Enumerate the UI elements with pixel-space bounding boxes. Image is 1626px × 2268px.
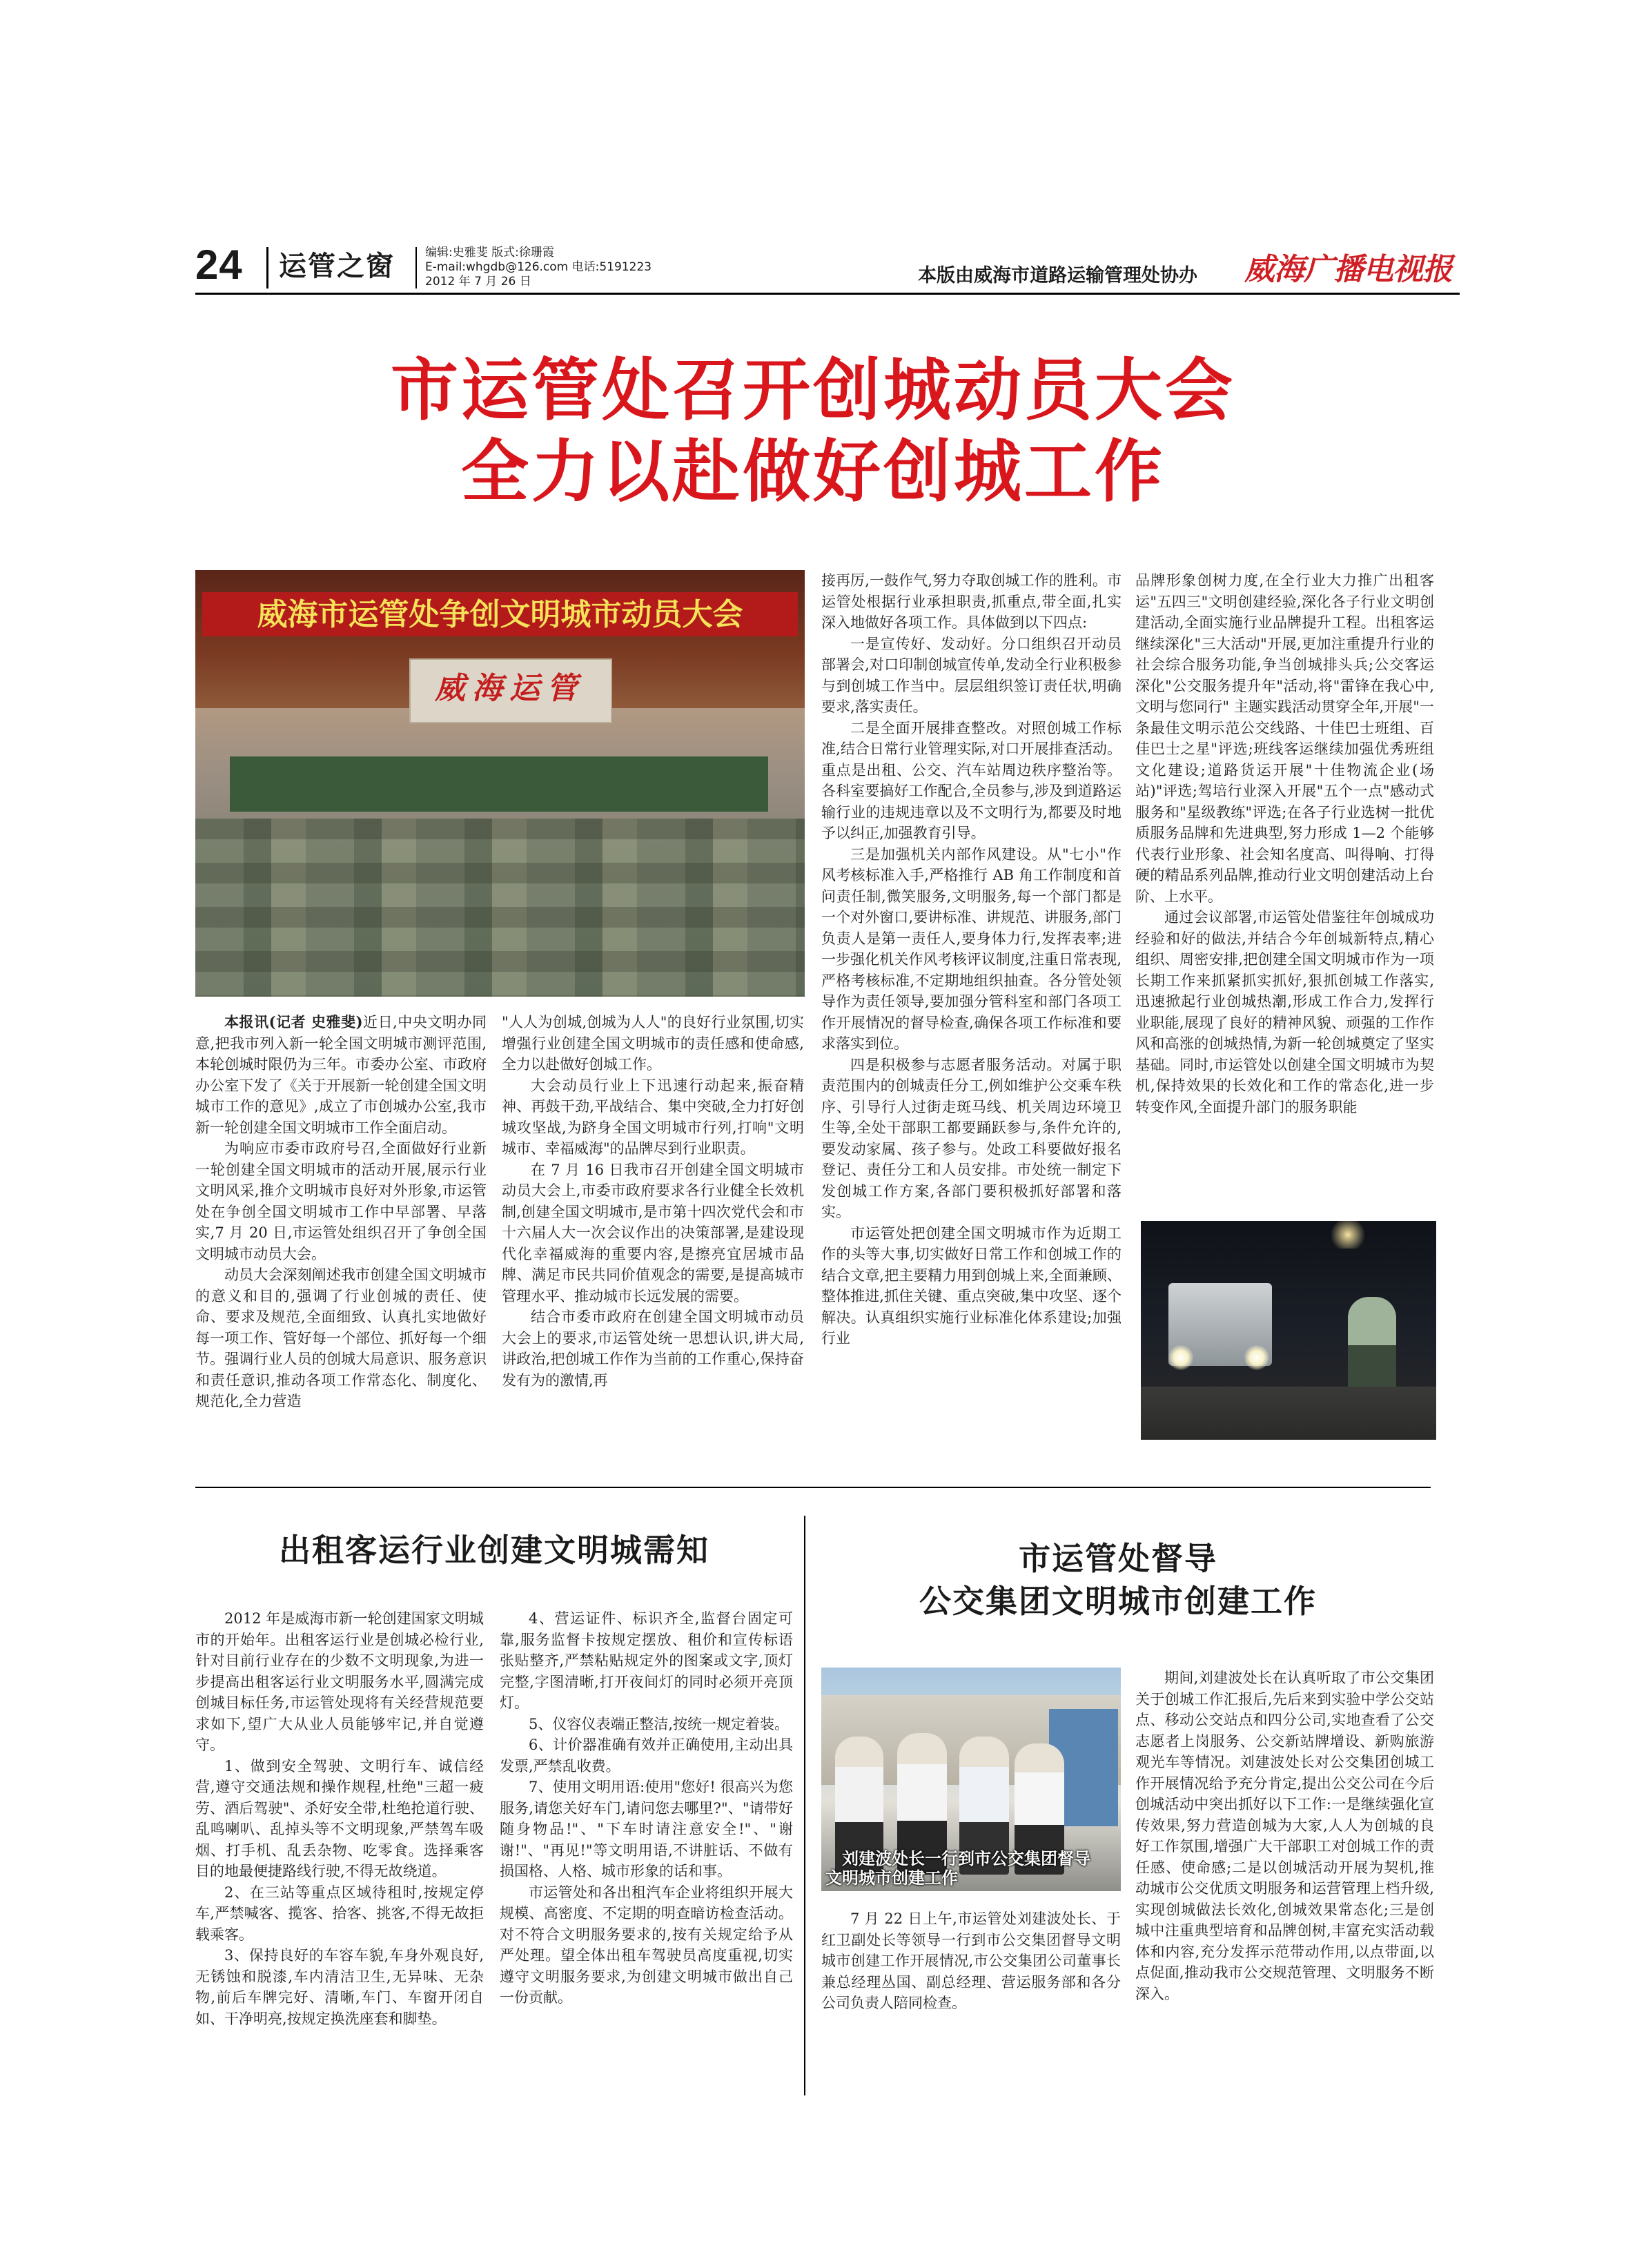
lead-article-col1 <box>195 1012 487 1433</box>
traffic-bus-headlight-right <box>1244 1345 1269 1370</box>
lead-col3-para: 四是积极参与志愿者服务活动。对属于职责范围内的创城责任分工,例如维护公交乘车秩序、引导行人过街走斑马线、机关周边环境卫生等,全处干部职工都要踊跃参与,条件允许的,要发动家属、孩子参与。处政工科要做好报名登记、责任分工和人员安排。市处统一制定下发创城工作方案,各部门要积极抓好部署和落实。 <box>821 1056 1121 1220</box>
lead-col3-para: 二是全面开展排查整改。对照创城工作标准,结合日常行业管理实际,对口开展排查活动。重点是出租、公交、汽车站周边秩序整治等。各科室要搞好工作配合,全员参与,涉及到道路运输行业的违规违章以及不文明行为,都要及时地予以纠正,加强教育引导。 <box>821 719 1121 841</box>
lead-col4-para: 品牌形象创树力度,在全行业大力推广出租客运"五四三"文明创建经验,深化各子行业文明创建活动,全面实施行业品牌提升工程。出租客运继续深化"三大活动"开展,更加注重提升行业的社会综合服务功能,争当创城排头兵;公交客运深化"公交服务提升年"活动,将"雷锋在我心中,文明与您同行" 主题实践活动贯穿全年,开展"一条最佳文明示范公交线路、十佳巴士班组、百佳巴士之星"评选;班线客运继续加强优秀班组文化建设;道路货运开展"十佳物流企业(场站)"评选;驾培行业深入开展"五个一点"感动式服务和"星级教练"评选;在各子行业选树一批优质服务品牌和先进典型,努力形成 1—2 个能够代表行业形象、社会知名度高、叫得响、打得硬的精品系列品牌,推动行业文明创建活动上台阶、上水平。 <box>1135 572 1434 905</box>
lead-article-col3 <box>821 570 1121 1433</box>
inspection-photo-caption-line1: 刘建波处长一行到市公交集团督导 <box>842 1849 1090 1868</box>
bus-article-title-line1: 市运管处督导 <box>1019 1540 1217 1577</box>
inspection-photo <box>821 1668 1121 1891</box>
header-rule <box>195 293 1460 295</box>
section-name: 运管之窗 <box>279 251 395 282</box>
taxi-col2-para: 7、使用文明用语:使用"您好! 很高兴为您服务,请您关好车门,请问您去哪里?"、"请带好随身物品!"、"下车时请注意安全!"、"谢谢!"、"再见!"等文明用语,不讲脏话、不做有损国格、人格、城市形象的话和事。 <box>500 1779 793 1879</box>
header-contact: E-mail:whgdb@126.com 电话:5191223 <box>425 260 652 274</box>
bus-col2-para: 期间,刘建波处长在认真听取了市公交集团关于创城工作汇报后,先后来到实验中学公交站点、移动公交站点和四分公司,实地查看了公交志愿者上岗服务、公交新站牌增设、新购旅游观光车等情况。刘建波处长对公交集团创城工作开展情况给予充分肯定,提出公交公司在今后创城活动中突出抓好以下工作:一是继续强化宣传效果,努力营造创城为大家,人人为创城的良好工作氛围,增强广大干部职工对创城工作的责任感、使命感;二是以创城活动开展为契机,推动城市公交优质文明服务和运营管理上档升级,实现创城做法长效化,创城效果常态化;三是创城中注重典型培育和品牌创树,丰富充实活动载体和内容,充分发挥示范带动作用,以点带面,以点促面,推动我市公交规范管理、文明服务不断深入。 <box>1135 1670 1434 2002</box>
traffic-road <box>1141 1387 1436 1440</box>
taxi-col1-para: 1、做到安全驾驶、文明行车、诚信经营,遵守交通法规和操作规程,杜绝"三超一疲劳、酒后驾驶"、杀好安全带,杜绝抢道行驶、乱鸣喇叭、乱掉头等不文明现象,严禁驾车吸烟、打手机、乱丢杂物、吃零食。选择乘客目的地最便捷路线行驶,不得无故绕道。 <box>195 1757 484 1879</box>
traffic-bus-headlight-left <box>1168 1345 1193 1370</box>
lead-headline-line1: 市运管处召开创城动员大会 <box>390 351 1235 430</box>
meeting-wall-sign-text: 威海运管 <box>435 671 584 706</box>
lead-col2-para: "人人为创城,创城为人人"的良好行业氛围,切实增强行业创建全国文明城市的责任感和使命感,全力以赴做好创城工作。 <box>502 1014 804 1073</box>
lead-col2-para: 结合市委市政府在创建全国文明城市动员大会上的要求,市运管处统一思想认识,讲大局,讲政治,把创城工作作为当前的工作重心,保持奋发有为的激情,再 <box>502 1309 804 1389</box>
taxi-col2-para: 5、仪容仪表端正整洁,按统一规定着装。 <box>529 1715 790 1732</box>
bus-col1-para: 7 月 22 日上午,市运管处刘建波处长、于红卫副处长等领导一行到市公交集团督导文明城市创建工作开展情况,市公交集团公司董事长兼总经理丛国、副总经理、营运服务部和各分公司负责人陪同检查。 <box>821 1910 1121 2011</box>
lead-col3-para: 接再厉,一鼓作气,努力夺取创城工作的胜利。市运管处根据行业承担职责,抓重点,带全面,扎实深入地做好各项工作。具体做到以下四点: <box>821 572 1121 631</box>
lead-article-col4 <box>1135 570 1434 1218</box>
meeting-photo <box>195 570 805 997</box>
lead-col1-para: 本报讯(记者 史雅斐)近日,中央文明办同意,把我市列入新一轮全国文明城市测评范围,本轮创城时限仍为三年。市委办公室、市政府办公室下发了《关于开展新一轮创建全国文明城市工作的意见》,成立了市创城办公室,我市新一轮创建全国文明城市工作全面启动。 <box>195 1013 487 1136</box>
meeting-head-table <box>230 756 768 812</box>
header-divider-vertical <box>266 247 268 289</box>
lead-headline-line2: 全力以赴做好创城工作 <box>460 433 1165 511</box>
taxi-col2-para: 市运管处和各出租汽车企业将组织开展大规模、高密度、不定期的明查暗访检查活动。对不符合文明服务要求的,按有关规定给予从严处理。望全体出租车驾驶员高度重视,切实遵守文明服务要求,为创建文明城市做出自己一份贡献。 <box>500 1884 793 2006</box>
lead-col3-para: 三是加强机关内部作风建设。从"七小"作风考核标准入手,严格推行 AB 角工作制度和首问责任制,微笑服务,文明服务,每一个部门都是一个对外窗口,要讲标准、讲规范、讲服务,部门负责人是第一责任人,要身体力行,发挥表率;进一步强化机关作风考核评议制度,注重日常表现,严格考核标准,不定期地组织抽查。各分管处领导作为责任领导,要加强分管科室和部门各项工作开展情况的督导检查,确保各项工作标准和要求落实到位。 <box>821 845 1121 1052</box>
taxi-article-title: 出租客运行业创建文明城需知 <box>279 1532 709 1569</box>
bus-article-col1 <box>821 1908 1121 2102</box>
taxi-col1-para: 2012 年是威海市新一轮创建国家文明城市的开始年。出租客运行业是创城必检行业,针对目前行业存在的少数不文明现象,为进一步提高出租客运行业文明服务水平,圆满完成创城目标任务,市运管处现将有关经营规范要求如下,望广大从业人员能够牢记,并自觉遵守。 <box>195 1610 484 1753</box>
taxi-col1-para: 2、在三站等重点区域待租时,按规定停车,严禁喊客、揽客、拾客、挑客,不得无故拒载乘客。 <box>195 1884 484 1943</box>
lead-col3-para: 一是宣传好、发动好。分口组织召开动员部署会,对口印制创城宣传单,发动全行业积极参与到创城工作当中。层层组织签订责任状,明确要求,落实责任。 <box>821 635 1121 715</box>
lower-column-divider <box>804 1516 805 2095</box>
taxi-col1-para: 3、保持良好的车容车貌,车身外观良好,无锈蚀和脱漆,车内清洁卫生,无异味、无杂物,前后车牌完好、清晰,车门、车窗开闭自如、干净明亮,按规定换洗座套和脚垫。 <box>195 1947 484 2027</box>
taxi-article-col1 <box>195 1608 484 2102</box>
mid-page-rule <box>195 1487 1431 1488</box>
page-number: 24 <box>195 242 243 288</box>
taxi-article-col2 <box>500 1608 793 2102</box>
lead-article-col2 <box>502 1012 804 1433</box>
lead-col1-para: 动员大会深刻阐述我市创建全国文明城市的意义和目的,强调了行业创城的责任、使命、要求及规范,全面细致、认真扎实地做好每一项工作、管好每一个部位、抓好每一个细节。强调行业人员的创城大局意识、服务意识和责任意识,推动各项工作常态化、制度化、规范化,全力营造 <box>195 1267 487 1409</box>
lead-col4-para: 通过会议部署,市运管处借鉴往年创城成功经验和好的做法,并结合今年创城新特点,精心组织、周密安排,把创建全国文明城市作为一项长期工作来抓紧抓实抓好,狠抓创城工作落实,迅速掀起行业创城热潮,形成工作合力,发挥行业职能,展现了良好的精神风貌、顽强的工作作风和高涨的创城热情,为新一轮创城奠定了坚实基础。同时,市运管处以创建全国文明城市为契机,保持效果的长效化和工作的常态化,进一步转变作风,全面提升部门的服务职能 <box>1135 909 1434 1115</box>
bus-article-col2 <box>1135 1668 1434 2102</box>
header-editors: 编辑:史雅斐 版式:徐珊霞 <box>425 246 554 260</box>
traffic-lamp-glow <box>1327 1221 1369 1249</box>
lead-col1-para: 为响应市委市政府号召,全面做好行业新一轮创建全国文明城市的活动开展,展示行业文明风采,推介文明城市良好对外形象,市运管处在争创全国文明城市工作中早部署、早落实,7 月 20 日,市运管处组织召开了争创全国文明城市动员大会。 <box>195 1140 487 1262</box>
masthead-logo: 威海广播电视报 <box>1244 252 1452 287</box>
header-date: 2012 年 7 月 26 日 <box>425 275 531 289</box>
lead-col2-para: 大会动员行业上下迅速行动起来,振奋精神、再鼓干劲,平战结合、集中突破,全力打好创城攻坚战,为跻身全国文明城市行列,打响"文明城市、幸福威海"的品牌尽到行业职责。 <box>502 1077 804 1157</box>
meeting-audience-rows <box>195 819 805 997</box>
lead-col2-para: 在 7 月 16 日我市召开创建全国文明城市动员大会上,市委市政府要求各行业健全长效机制,创建全国文明城市,是市第十四次党代会和市十六届人大一次会议作出的决策部署,是建设现代化幸福威海的重要内容,是擦亮宜居城市品牌、满足市民共同价值观念的需要,是提高城市管理水平、推动城市长远发展的需要。 <box>502 1161 804 1304</box>
traffic-night-photo <box>1141 1221 1436 1440</box>
dateline: 本报讯(记者 史雅斐) <box>224 1013 363 1030</box>
meeting-banner-text: 威海市运管处争创文明城市动员大会 <box>257 597 743 632</box>
lead-col3-para: 市运管处把创建全国文明城市作为近期工作的头等大事,切实做好日常工作和创城工作的结合文章,把主要精力用到创城上来,全面兼顾、整体推进,抓住关键、重点突破,集中攻坚、逐个解决。认真组织实施行业标准化体系建设;加强行业 <box>821 1224 1121 1347</box>
header-divider-vertical-2 <box>415 247 417 289</box>
bus-article-title-line2: 公交集团文明城市创建工作 <box>919 1583 1317 1620</box>
inspection-photo-caption-line2: 文明城市创建工作 <box>825 1868 958 1888</box>
taxi-col2-para: 6、计价器准确有效并正确使用,主动出具发票,严禁乱收费。 <box>500 1737 793 1775</box>
taxi-col2-para: 4、营运证件、标识齐全,监督台固定可靠,服务监督卡按规定摆放、租价和宣传标语张贴整齐,严禁粘贴规定外的图案或文字,顶灯完整,字图清晰,打开夜间灯的同时必须开亮顶灯。 <box>500 1610 793 1711</box>
header-cosponsor: 本版由威海市道路运输管理处协办 <box>918 265 1197 286</box>
